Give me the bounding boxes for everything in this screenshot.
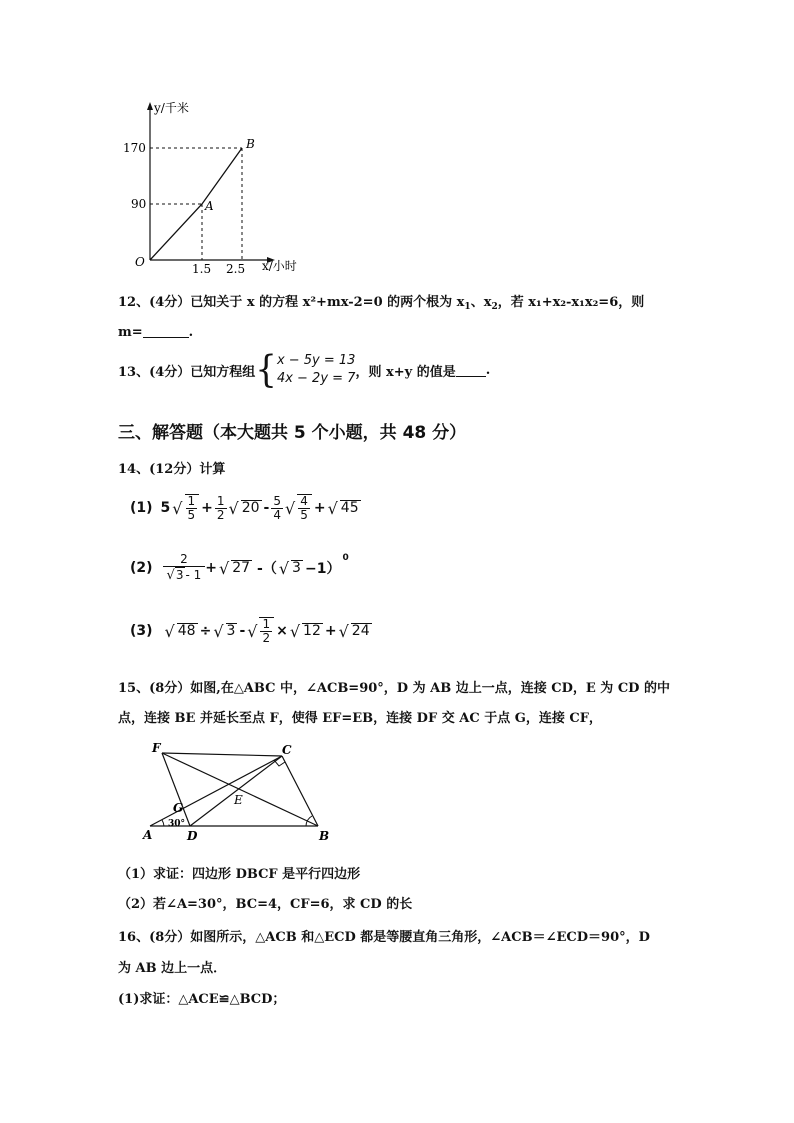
q16-sub1: (1)求证：△ACE≌△BCD； [118, 992, 286, 1007]
q14-part3 [130, 617, 372, 645]
q14-part1 [130, 494, 361, 522]
label-f: F [152, 741, 161, 755]
radical-sign: √ [166, 568, 175, 583]
label-e: E [234, 793, 243, 807]
q14-p2-label: (2) [130, 560, 153, 576]
y-axis-label: y/千米 [154, 101, 189, 115]
q14-p2-exp: 0 [342, 553, 349, 563]
q14-p2-den [165, 567, 204, 583]
q14-p1-f1-num: 1 [187, 494, 196, 508]
y-axis-arrow [147, 102, 153, 110]
q14-p3-root4: 24 [351, 623, 370, 639]
q14-p1-frac1 [185, 494, 200, 522]
segment-cb [282, 756, 318, 826]
label-a: A [143, 828, 153, 842]
q14-p2-den-rest: - 1 [185, 568, 202, 582]
y-tick-170: 170 [123, 141, 146, 155]
q15-figure [140, 738, 340, 846]
q12-tail: ，若 x₁+x₂-x₁x₂=6，则 [497, 295, 645, 310]
q14-p2-num: 2 [163, 553, 206, 567]
q14-p1-root4: 45 [340, 500, 359, 516]
x-axis-label: x/小时 [262, 259, 297, 273]
q14-p2-after: −1） [304, 561, 341, 577]
radical-sign: √ [285, 498, 296, 518]
q15-line2: 点，连接 BE 并延长至点 F，使得 EF=EB，连接 DF 交 AC 于点 G，连接 CF， [118, 711, 602, 726]
q14-p1-f4-den: 5 [300, 508, 308, 522]
q14-p2-root1: 27 [232, 560, 251, 576]
q13-period: . [485, 362, 491, 378]
radical-sign: √ [278, 558, 290, 578]
q14-p2-minus: -（ [257, 561, 277, 577]
q13-system [277, 352, 356, 388]
q13-eq2: 4x − 2y = 7 [276, 371, 356, 386]
label-b: B [319, 829, 330, 843]
radical-sign: √ [327, 498, 338, 518]
label-g: G [173, 801, 184, 815]
q14-p3-frac [259, 617, 274, 645]
q14-p1-f2-num: 1 [216, 493, 225, 508]
q14-p3-root2: 3 [226, 623, 236, 639]
angle-arc-a [162, 820, 164, 826]
radical-sign: √ [213, 621, 224, 641]
q13-mid: ，则 x+y 的值是 [355, 364, 456, 380]
label-angle-30: 30° [168, 819, 186, 829]
q16-line2: 为 AB 边上一点． [118, 961, 227, 976]
q14-p1-f4-num: 4 [300, 494, 308, 508]
q15-sub1: （1）求证：四边形 DBCF 是平行四边形 [118, 867, 361, 882]
q12-answer-blank [143, 325, 189, 338]
q13-prefix: 13、(4分）已知方程组 [118, 364, 256, 380]
section-3-title: 三、解答题（本大题共 5 个小题，共 48 分） [118, 423, 467, 443]
radical-sign: √ [289, 621, 301, 641]
q14-p3-plus: + [324, 623, 337, 639]
point-b-label: B [246, 137, 255, 151]
q13-answer-blank [456, 364, 486, 377]
q12-period: . [188, 325, 194, 340]
q14-p3-minus: - [239, 623, 246, 639]
q14-p3-div: ÷ [199, 623, 212, 639]
q13-eq1: x − 5y = 13 [276, 353, 356, 368]
radical-sign: √ [338, 621, 349, 641]
q14-p1-plus2: + [313, 500, 326, 516]
angle-arc-b [306, 816, 312, 826]
q14-p2-root2: 3 [292, 560, 301, 576]
q14-p2-den-root: 3 [175, 568, 184, 582]
label-d: D [187, 829, 198, 843]
q14-p1-f3-den: 4 [273, 507, 281, 522]
q14-p3-f-num: 1 [262, 617, 271, 631]
q14-p1-label: (1) [130, 500, 153, 516]
q14-p1-plus1: + [201, 500, 213, 516]
radical-sign: √ [172, 498, 183, 518]
q14-p3-times: × [276, 623, 288, 639]
q14-p2-plus: + [205, 560, 217, 576]
segment-fc [162, 753, 282, 756]
radical-sign: √ [247, 621, 258, 641]
q14-p1-coef: 5 [160, 500, 171, 516]
q14-p1-f2-den: 2 [216, 507, 225, 522]
q12-m-label: m= [118, 325, 143, 340]
question-12-line2 [118, 325, 193, 340]
q14-p1-root2: 20 [241, 500, 260, 516]
radical-sign: √ [228, 498, 239, 518]
q14-p1-minus: - [263, 500, 270, 516]
q14-part2 [130, 553, 349, 583]
q14-p1-frac2 [215, 495, 227, 522]
q12-sub1: 1 [464, 302, 471, 312]
q15-sub2: （2）若∠A=30°，BC=4，CF=6，求 CD 的长 [118, 897, 413, 912]
origin-label: O [135, 255, 145, 269]
q14-p3-root1: 48 [177, 623, 196, 639]
question-12 [118, 291, 644, 312]
q13-brace: { [255, 348, 277, 392]
q14-p1-frac4 [297, 494, 312, 522]
question-14-title: 14、(12分）计算 [118, 462, 226, 477]
q14-p3-f-den: 2 [262, 631, 271, 645]
q16-line1: 16、(8分）如图所示，△ACB 和△ECD 都是等腰直角三角形，∠ACB＝∠ECD＝90°，D [118, 930, 650, 945]
q15-line1: 15、(8分）如图,在△ABC 中，∠ACB=90°，D 为 AB 边上一点，连接 CD，E 为 CD 的中 [118, 681, 670, 696]
q14-p1-frac3 [271, 495, 283, 522]
q14-p2-frac [165, 553, 204, 583]
label-c: C [282, 743, 292, 757]
q14-p3-root3: 12 [303, 623, 321, 639]
x-tick-2-5: 2.5 [226, 262, 246, 276]
segment-dc [190, 756, 282, 826]
question-13 [118, 348, 491, 392]
x-tick-1-5: 1.5 [192, 262, 212, 276]
point-a-label: A [205, 199, 214, 213]
q14-p1-f3-num: 5 [273, 493, 281, 508]
q12-mid: 、x [470, 295, 492, 310]
segment-ac [150, 756, 282, 826]
radical-sign: √ [219, 558, 230, 578]
radical-sign: √ [164, 621, 175, 641]
q12-sub2: 2 [491, 302, 498, 312]
q12-prefix: 12、(4分）已知关于 x 的方程 x²+mx-2=0 的两个根为 x [118, 295, 465, 310]
y-tick-90: 90 [131, 197, 147, 211]
distance-time-graph [123, 98, 308, 276]
q14-p3-label: (3) [130, 623, 153, 639]
q14-p1-f1-den: 5 [187, 508, 196, 522]
